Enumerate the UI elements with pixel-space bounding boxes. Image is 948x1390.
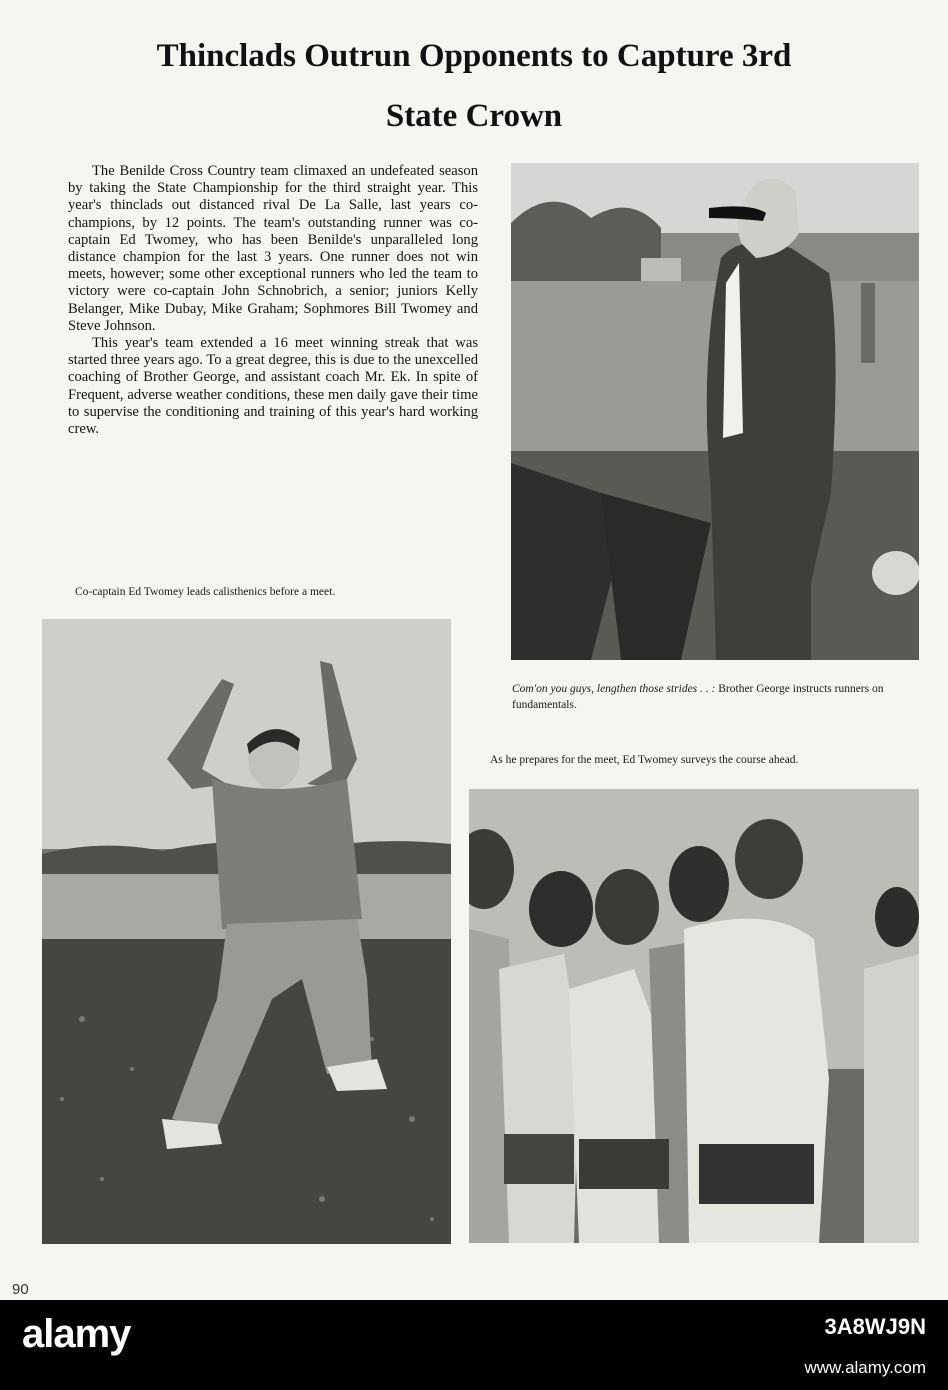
watermark-footer [0, 1300, 948, 1390]
coach-caption [512, 681, 920, 713]
image-id: 3A8WJ9N [824, 1314, 926, 1339]
brand-url: www.alamy.com [804, 1358, 926, 1377]
coach-photo [511, 163, 919, 660]
coach-caption-quote: Com'on you guys, lengthen those strides . . : [512, 683, 716, 695]
article-paragraph-1: The Benilde Cross Country team climaxed an undefeated season by taking the State Championship for the third straight year. This year's thinclads out distanced rival De La Salle, last years co-champions, by 12 points. The team's outstanding runner was co-captain Ed Twomey, who has been Benilde's unparalleled long distance champion for the last 3 years. One runner does not win meets, however; some other exceptional runners who led the team to victory were co-captain John Schnobrich, a senior; juniors Kelly Belanger, Mike Dubay, Mike Graham; Sophmores Bill Twomey and Steve Johnson. [68, 163, 478, 334]
article-body [68, 163, 478, 438]
coach-caption-text: Brother George instructs runners on fundamentals. [512, 683, 884, 711]
headline-line-2: State Crown [385, 98, 563, 134]
calisthenics-photo [42, 619, 451, 1244]
calisthenics-caption: Co-captain Ed Twomey leads calisthenics before a meet. [75, 586, 336, 598]
brand-logo: alamy [22, 1312, 131, 1356]
runners-photo [469, 789, 919, 1243]
page-number: 90 [12, 1281, 29, 1298]
article-paragraph-2: This year's team extended a 16 meet winning streak that was started three years ago. To a great degree, this is due to the unexcelled coaching of Brother George, and assistant coach Mr. Ek. In spite of Frequent, adverse weather conditions, these men daily gave their time to supervise the conditioning and training of this year's hard working crew. [68, 335, 478, 438]
course-caption: As he prepares for the meet, Ed Twomey surveys the course ahead. [490, 754, 799, 766]
headline-line-1: Thinclads Outrun Opponents to Capture 3rd [156, 38, 792, 74]
